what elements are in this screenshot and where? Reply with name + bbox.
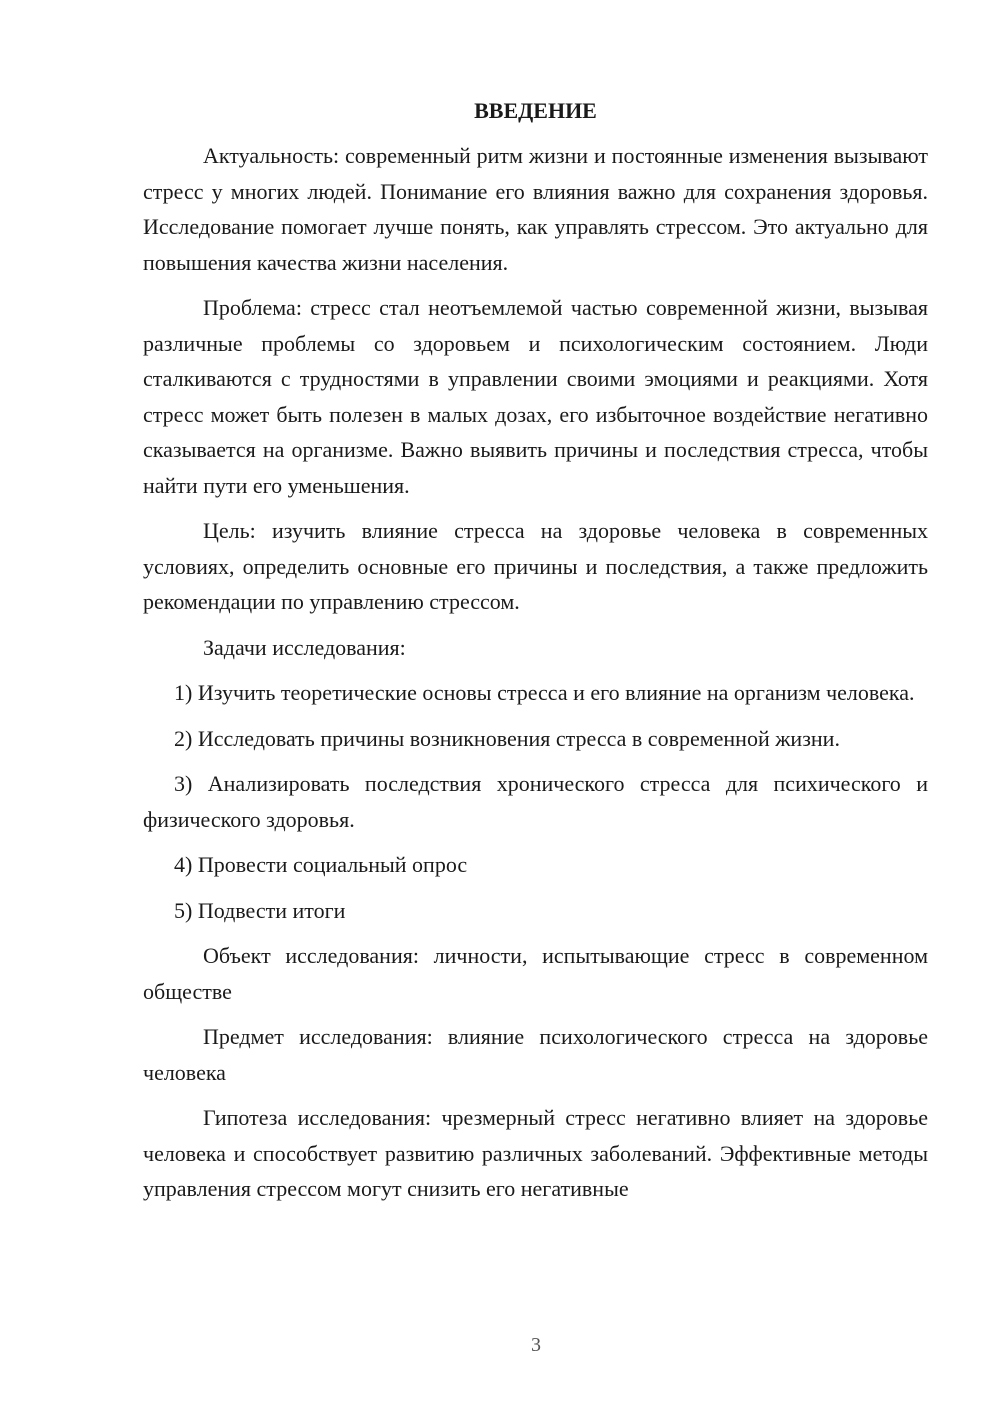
relevance-paragraph: Актуальность: современный ритм жизни и постоянные изменения вызывают стресс у многих людей. Понимание его влияния важно для сохранения здоровья. Исследование помогает лучше понять, как управлять стрессом. Это актуально для повышения качества жизни населения.: [143, 143, 928, 275]
task-item: 1) Изучить теоретические основы стресса и его влияние на организм человека.: [174, 680, 915, 705]
task-item: 2) Исследовать причины возникновения стресса в современной жизни.: [174, 725, 840, 751]
subject-paragraph: Предмет исследования: влияние психологического стресса на здоровье человека: [143, 1024, 928, 1085]
page-number: 3: [531, 1334, 541, 1356]
task-item: 4) Провести социальный опрос: [174, 852, 468, 877]
tasks-title: Задачи исследования:: [203, 634, 406, 660]
object-paragraph: Объект исследования: личности, испытывающие стресс в современном обществе: [143, 943, 928, 1004]
section-heading: ВВЕДЕНИЕ: [474, 98, 597, 123]
task-item: 5) Подвести итоги: [174, 897, 346, 923]
document-body: [143, 96, 928, 1217]
goal-paragraph: Цель: изучить влияние стресса на здоровье человека в современных условиях, определить основные его причины и последствия, а также предложить рекомендации по управлению стрессом.: [143, 518, 928, 614]
hypothesis-paragraph: Гипотеза исследования: чрезмерный стресс негативно влияет на здоровье человека и способствует развитию различных заболеваний. Эффективные методы управления стрессом могут снизить его негативные: [143, 1105, 928, 1201]
problem-paragraph: Проблема: стресс стал неотъемлемой частью современной жизни, вызывая различные проблемы со здоровьем и психологическим состоянием. Люди сталкиваются с трудностями в управлении своими эмоциями и реакциями. Хотя стресс может быть полезен в малых дозах, его избыточное воздействие негативно сказывается на организме. Важно выявить причины и последствия стресса, чтобы найти пути его уменьшения.: [143, 295, 928, 498]
task-item: 3) Анализировать последствия хронического стресса для психического и физического здоровья.: [143, 771, 928, 832]
